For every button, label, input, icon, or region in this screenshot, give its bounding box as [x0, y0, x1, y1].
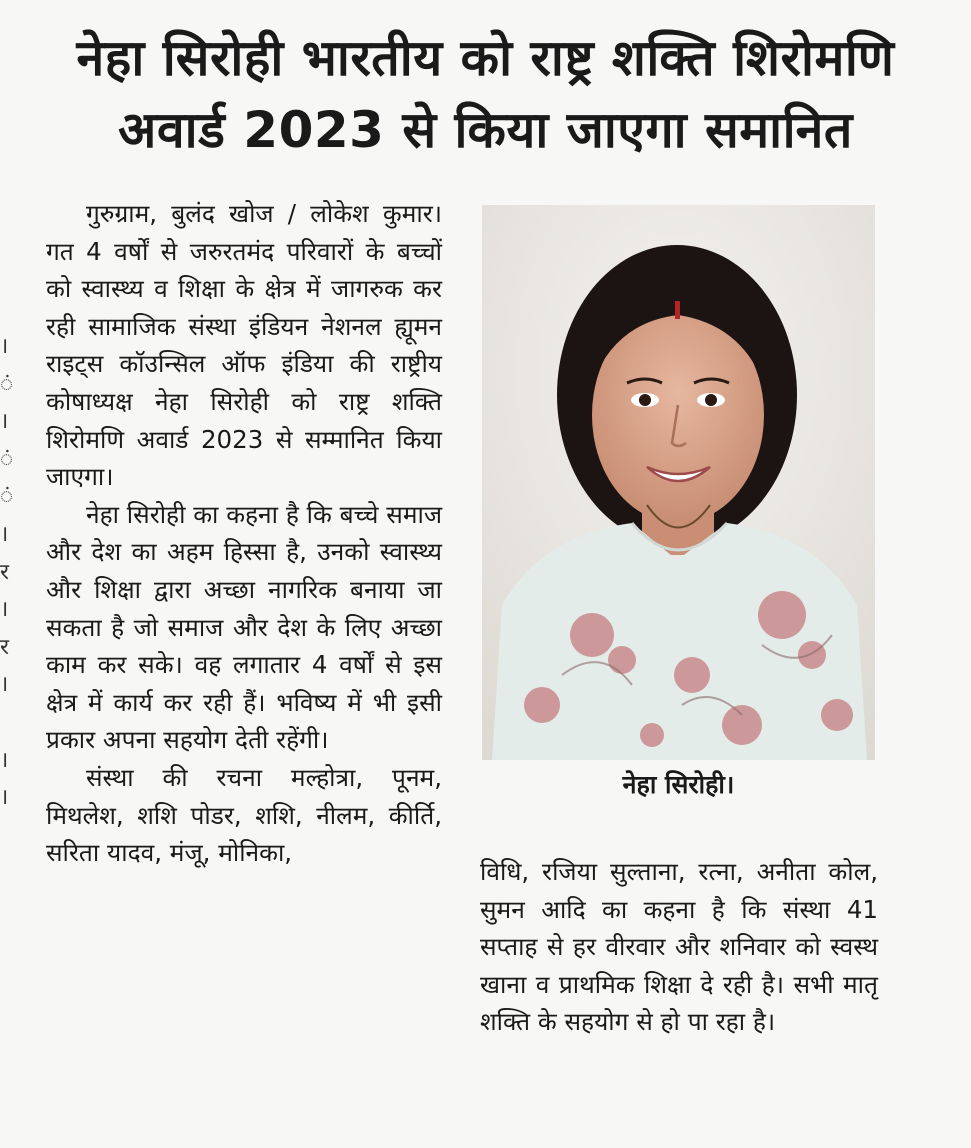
adjacent-column-fragments: । ं । ं ं । र । र । । । [0, 334, 14, 811]
portrait-illustration [482, 205, 875, 760]
article-paragraph: नेहा सिरोही का कहना है कि बच्चे समाज और देश का अहम हिस्सा है, उनको स्वास्थ्य और शिक्षा द्वारा अच्छा नागरिक बनाया जा सकता है जो समाज और देश के लिए अच्छा काम कर सके। वह लगातार 4 वर्षों से इस क्षेत्र में कार्य कर रही हैं। भविष्य में भी इसी प्रकार अपना सहयोग देती रहेंगी। [46, 499, 442, 755]
article-paragraph: विधि, रजिया सुल्ताना, रत्ना, अनीता कोल, सुमन आदि का कहना है कि संस्था 41 सप्ताह से हर वीरवार और शनिवार को स्वस्थ खाना व प्राथमिक शिक्षा दे रही है। सभी मातृ शक्ति के सहयोग से हो पा रहा है। [480, 857, 878, 1037]
article-column-right [480, 853, 878, 1041]
headline-line-2: अवार्ड 2023 से किया जाएगा समानित [118, 101, 853, 159]
article-column-left [46, 195, 442, 872]
headline [0, 22, 971, 166]
article-paragraph: संस्था की रचना मल्होत्रा, पूनम, मिथलेश, शशि पोडर, शशि, नीलम, कीर्ति, सरिता यादव, मंजू, मोनिका, [46, 762, 442, 868]
headline-line-1: नेहा सिरोही भारतीय को राष्ट्र शक्ति शिरोमणि [76, 29, 895, 87]
article-paragraph: गुरुग्राम, बुलंद खोज / लोकेश कुमार। गत 4 वर्षों से जरुरतमंद परिवारों के बच्चों को स्वास्थ्य व शिक्षा के क्षेत्र में जागरुक कर रही सामाजिक संस्था इंडियन नेशनल ह्यूमन राइट्स कॉउन्सिल ऑफ इंडिया की राष्ट्रीय कोषाध्यक्ष नेहा सिरोही को राष्ट्र शक्ति शिरोमणि अवार्ड 2023 से सम्मानित किया जाएगा। [46, 199, 442, 492]
photo-caption: नेहा सिरोही। [622, 770, 735, 799]
portrait-photo [482, 205, 875, 760]
